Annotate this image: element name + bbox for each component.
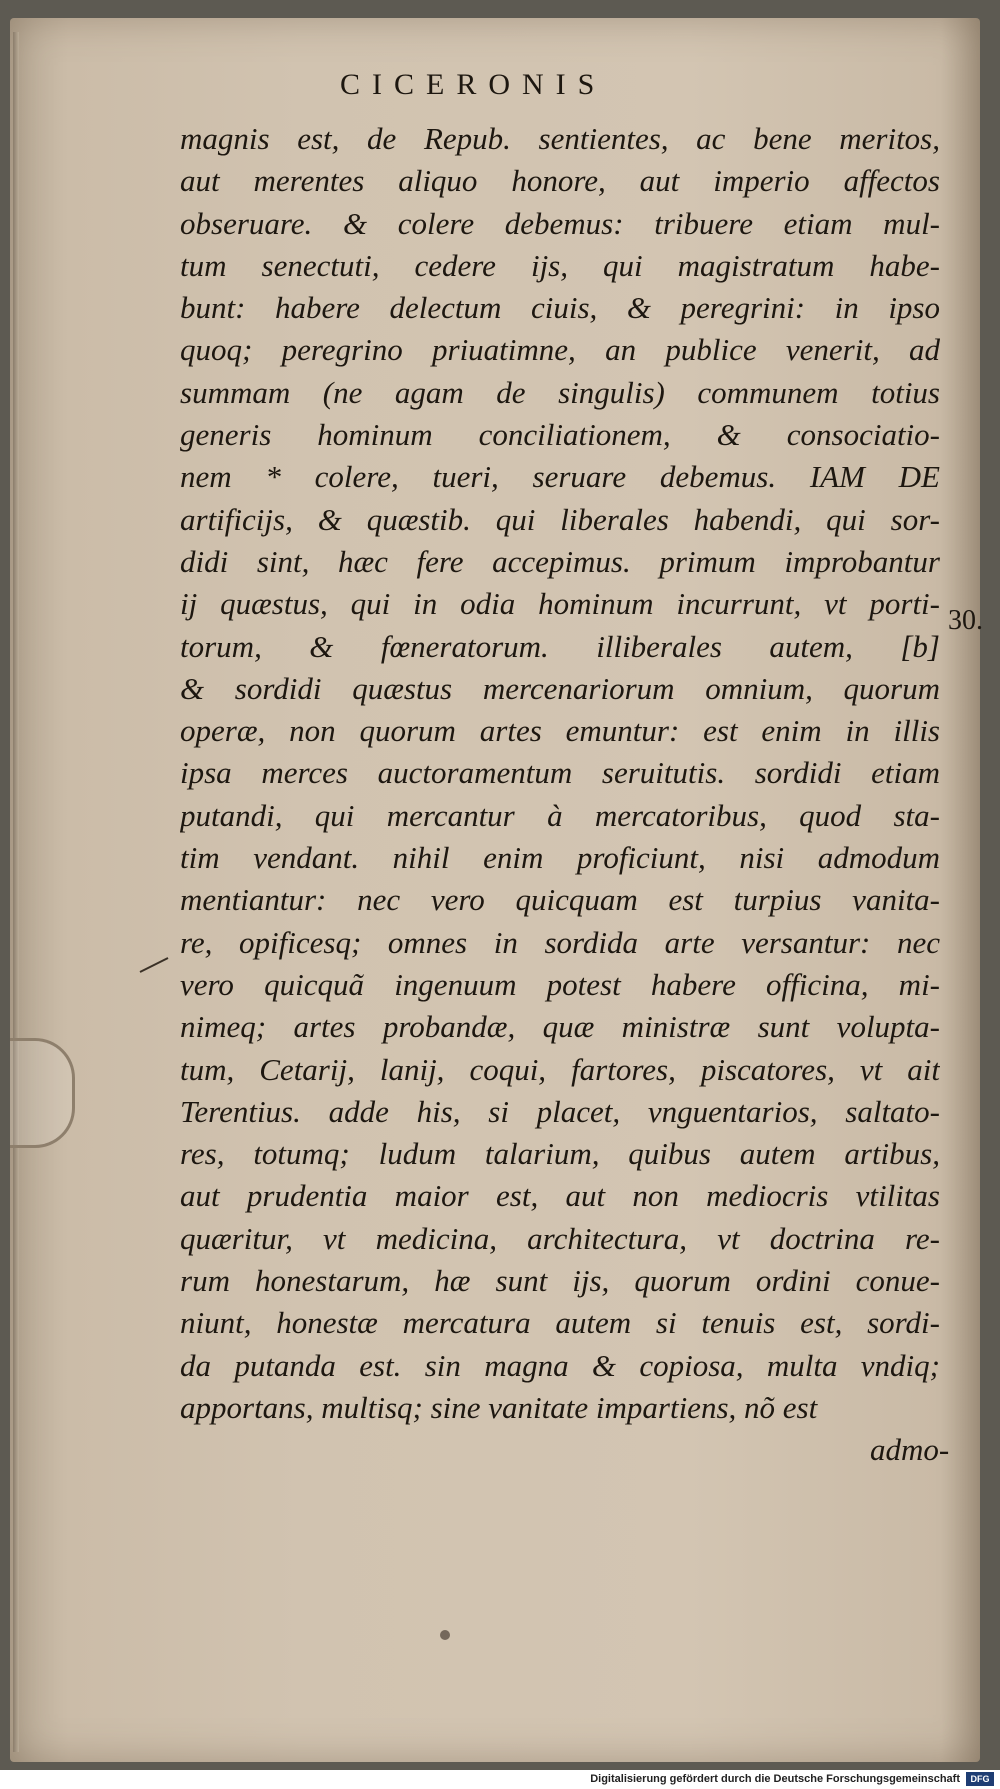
ink-stain: [440, 1630, 450, 1640]
text-line: vero quicquã ingenuum potest habere officina, mi-: [180, 966, 940, 1002]
funding-credit: Digitalisierung gefördert durch die Deutsche Forschungsgemeinschaft: [590, 1773, 960, 1785]
text-line: Terentius. adde his, si placet, vnguentarios, saltato-: [180, 1093, 940, 1129]
margin-number: 30.: [948, 605, 983, 636]
text-line: da putanda est. sin magna & copiosa, multa vndiq;: [180, 1347, 940, 1383]
text-line: artificijs, & quæstib. qui liberales habendi, qui sor-: [180, 501, 940, 537]
text-line: aut prudentia maior est, aut non mediocris vtilitas: [180, 1178, 940, 1214]
text-line: res, totumq; ludum talarium, quibus autem artibus,: [180, 1136, 940, 1172]
text-line: magnis est, de Repub. sentientes, ac bene meritos,: [180, 121, 940, 156]
catchword: admo-: [870, 1432, 950, 1467]
text-line: tim vendant. nihil enim proficiunt, nisi admodum: [180, 840, 940, 876]
margin-annotation-mark: [138, 950, 178, 980]
digitization-footer: [0, 1770, 1000, 1789]
text-line: obseruare. & colere debemus: tribuere etiam mul-: [180, 205, 940, 241]
text-line: nimeq; artes probandæ, quæ ministræ sunt volupta-: [180, 1009, 940, 1045]
text-line: quoq; peregrino priuatimne, an publice venerit, ad: [180, 332, 940, 368]
text-line: generis hominum conciliationem, & consociatio-: [180, 417, 940, 453]
text-line: aut merentes aliquo honore, aut imperio affectos: [180, 163, 940, 199]
body-text: [180, 118, 940, 1429]
text-line: ij quæstus, qui in odia hominum incurrunt, vt porti-: [180, 586, 940, 622]
dfg-logo: DFG: [966, 1772, 994, 1786]
text-line: re, opificesq; omnes in sordida arte versantur: nec: [180, 924, 940, 960]
clasp-mark: [10, 1038, 75, 1148]
text-line: apportans, multisq; sine vanitate impartiens, nõ est: [180, 1389, 818, 1425]
text-line: mentiantur: nec vero quicquam est turpius vanita-: [180, 882, 940, 918]
text-line: tum, Cetarij, lanij, coqui, fartores, piscatores, vt ait: [180, 1051, 940, 1087]
text-line: putandi, qui mercantur à mercatoribus, quod sta-: [180, 797, 940, 833]
text-line: niunt, honestæ mercatura autem si tenuis est, sordi-: [180, 1305, 940, 1341]
text-line: tum senectuti, cedere ijs, qui magistratum habe-: [180, 247, 940, 283]
running-head: CICERONIS: [340, 68, 607, 101]
page-edge-shadow: [13, 32, 19, 1752]
text-line: quæritur, vt medicina, architectura, vt doctrina re-: [180, 1220, 940, 1256]
text-line: operæ, non quorum artes emuntur: est enim in illis: [180, 713, 940, 749]
text-line: nem * colere, tueri, seruare debemus. IAM DE: [180, 459, 940, 495]
text-line: & sordidi quæstus mercenariorum omnium, quorum: [180, 670, 940, 706]
text-line: torum, & fœneratorum. illiberales autem, [b]: [180, 628, 940, 664]
text-line: summam (ne agam de singulis) communem totius: [180, 374, 940, 410]
text-line: didi sint, hæc fere accepimus. primum improbantur: [180, 543, 940, 579]
text-line: rum honestarum, hæ sunt ijs, quorum ordini conue-: [180, 1263, 940, 1299]
text-line: bunt: habere delectum ciuis, & peregrini: in ipso: [180, 290, 940, 326]
text-line: ipsa merces auctoramentum seruitutis. sordidi etiam: [180, 755, 940, 791]
